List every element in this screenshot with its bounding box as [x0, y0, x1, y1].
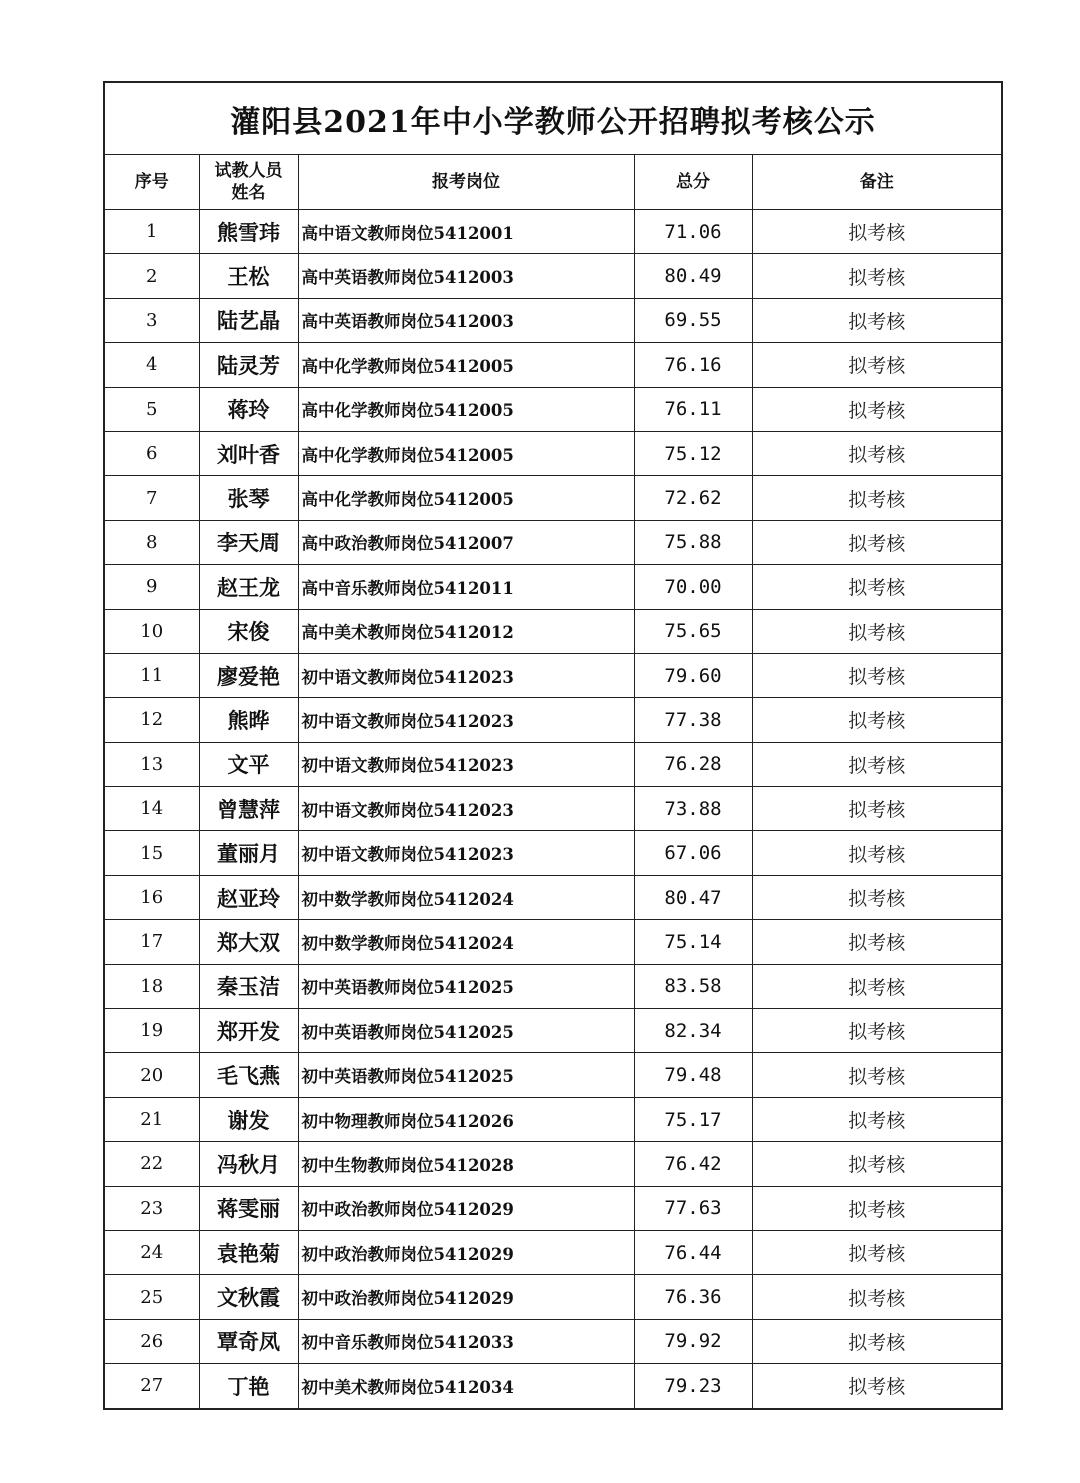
table-body [104, 210, 1002, 1409]
name-cell: 郑开发 [199, 1009, 298, 1053]
seq-cell: 15 [104, 831, 199, 875]
table-row [104, 609, 1002, 653]
note-cell: 拟考核 [752, 964, 1002, 1008]
position-cell: 高中音乐教师岗位5412011 [298, 565, 634, 609]
score-cell: 75.65 [634, 609, 752, 653]
position-cell: 初中物理教师岗位5412026 [298, 1097, 634, 1141]
name-cell: 赵王龙 [199, 565, 298, 609]
table-row [104, 742, 1002, 786]
seq-cell: 23 [104, 1186, 199, 1230]
name-cell: 董丽月 [199, 831, 298, 875]
score-cell: 72.62 [634, 476, 752, 520]
note-cell: 拟考核 [752, 653, 1002, 697]
header-score: 总分 [634, 155, 752, 210]
name-cell: 冯秋月 [199, 1142, 298, 1186]
table-row [104, 1364, 1002, 1409]
table-row [104, 387, 1002, 431]
note-cell: 拟考核 [752, 1319, 1002, 1363]
header-name-line2: 姓名 [231, 183, 266, 203]
score-cell: 70.00 [634, 565, 752, 609]
position-cell: 初中美术教师岗位5412034 [298, 1364, 634, 1409]
table-row [104, 1142, 1002, 1186]
table-row [104, 1009, 1002, 1053]
table-row [104, 698, 1002, 742]
note-cell: 拟考核 [752, 609, 1002, 653]
score-cell: 75.88 [634, 520, 752, 564]
score-cell: 76.28 [634, 742, 752, 786]
table-row [104, 431, 1002, 475]
table-row [104, 653, 1002, 697]
position-cell: 初中语文教师岗位5412023 [298, 742, 634, 786]
header-name [199, 155, 298, 210]
name-cell: 覃奇凤 [199, 1319, 298, 1363]
position-cell: 初中政治教师岗位5412029 [298, 1230, 634, 1274]
seq-cell: 6 [104, 431, 199, 475]
seq-cell: 21 [104, 1097, 199, 1141]
name-cell: 蒋雯丽 [199, 1186, 298, 1230]
table-row [104, 254, 1002, 298]
seq-cell: 25 [104, 1275, 199, 1319]
score-cell: 73.88 [634, 787, 752, 831]
score-cell: 75.14 [634, 920, 752, 964]
position-cell: 初中语文教师岗位5412023 [298, 653, 634, 697]
header-name-line1: 试教人员 [214, 161, 283, 181]
header-position: 报考岗位 [298, 155, 634, 210]
score-cell: 77.38 [634, 698, 752, 742]
name-cell: 丁艳 [199, 1364, 298, 1409]
note-cell: 拟考核 [752, 387, 1002, 431]
table-row [104, 1186, 1002, 1230]
name-cell: 廖爱艳 [199, 653, 298, 697]
name-cell: 陆灵芳 [199, 343, 298, 387]
note-cell: 拟考核 [752, 787, 1002, 831]
seq-cell: 13 [104, 742, 199, 786]
seq-cell: 2 [104, 254, 199, 298]
position-cell: 初中英语教师岗位5412025 [298, 1009, 634, 1053]
note-cell: 拟考核 [752, 431, 1002, 475]
score-cell: 76.42 [634, 1142, 752, 1186]
score-cell: 80.49 [634, 254, 752, 298]
seq-cell: 9 [104, 565, 199, 609]
header-row [104, 155, 1002, 210]
position-cell: 高中化学教师岗位5412005 [298, 343, 634, 387]
seq-cell: 17 [104, 920, 199, 964]
score-cell: 77.63 [634, 1186, 752, 1230]
score-cell: 76.11 [634, 387, 752, 431]
seq-cell: 3 [104, 298, 199, 342]
seq-cell: 1 [104, 210, 199, 254]
score-cell: 80.47 [634, 875, 752, 919]
announcement-table [103, 81, 1003, 1410]
table-row [104, 1053, 1002, 1097]
score-cell: 75.17 [634, 1097, 752, 1141]
name-cell: 郑大双 [199, 920, 298, 964]
seq-cell: 12 [104, 698, 199, 742]
name-cell: 文秋霞 [199, 1275, 298, 1319]
note-cell: 拟考核 [752, 343, 1002, 387]
position-cell: 高中化学教师岗位5412005 [298, 476, 634, 520]
table-row [104, 210, 1002, 254]
note-cell: 拟考核 [752, 1364, 1002, 1409]
note-cell: 拟考核 [752, 565, 1002, 609]
table-row [104, 920, 1002, 964]
position-cell: 初中政治教师岗位5412029 [298, 1186, 634, 1230]
note-cell: 拟考核 [752, 210, 1002, 254]
position-cell: 初中政治教师岗位5412029 [298, 1275, 634, 1319]
name-cell: 毛飞燕 [199, 1053, 298, 1097]
note-cell: 拟考核 [752, 254, 1002, 298]
note-cell: 拟考核 [752, 1275, 1002, 1319]
seq-cell: 4 [104, 343, 199, 387]
seq-cell: 16 [104, 875, 199, 919]
position-cell: 初中数学教师岗位5412024 [298, 920, 634, 964]
name-cell: 曾慧萍 [199, 787, 298, 831]
seq-cell: 10 [104, 609, 199, 653]
note-cell: 拟考核 [752, 1009, 1002, 1053]
score-cell: 76.36 [634, 1275, 752, 1319]
header-seq: 序号 [104, 155, 199, 210]
seq-cell: 5 [104, 387, 199, 431]
seq-cell: 7 [104, 476, 199, 520]
position-cell: 初中数学教师岗位5412024 [298, 875, 634, 919]
page-title: 灌阳县2021年中小学教师公开招聘拟考核公示 [104, 82, 1002, 155]
note-cell: 拟考核 [752, 920, 1002, 964]
name-cell: 陆艺晶 [199, 298, 298, 342]
table-row [104, 298, 1002, 342]
score-cell: 75.12 [634, 431, 752, 475]
table-row [104, 831, 1002, 875]
score-cell: 79.48 [634, 1053, 752, 1097]
name-cell: 张琴 [199, 476, 298, 520]
table-row [104, 1319, 1002, 1363]
name-cell: 熊雪玮 [199, 210, 298, 254]
seq-cell: 14 [104, 787, 199, 831]
seq-cell: 20 [104, 1053, 199, 1097]
note-cell: 拟考核 [752, 1097, 1002, 1141]
position-cell: 初中英语教师岗位5412025 [298, 964, 634, 1008]
note-cell: 拟考核 [752, 1142, 1002, 1186]
seq-cell: 27 [104, 1364, 199, 1409]
table-row [104, 565, 1002, 609]
score-cell: 76.16 [634, 343, 752, 387]
seq-cell: 18 [104, 964, 199, 1008]
position-cell: 高中英语教师岗位5412003 [298, 298, 634, 342]
table-row [104, 875, 1002, 919]
score-cell: 82.34 [634, 1009, 752, 1053]
note-cell: 拟考核 [752, 1230, 1002, 1274]
position-cell: 初中语文教师岗位5412023 [298, 787, 634, 831]
position-cell: 高中英语教师岗位5412003 [298, 254, 634, 298]
score-cell: 79.92 [634, 1319, 752, 1363]
note-cell: 拟考核 [752, 698, 1002, 742]
table-row [104, 1097, 1002, 1141]
name-cell: 王松 [199, 254, 298, 298]
name-cell: 熊晔 [199, 698, 298, 742]
score-cell: 76.44 [634, 1230, 752, 1274]
note-cell: 拟考核 [752, 875, 1002, 919]
table-row [104, 343, 1002, 387]
seq-cell: 8 [104, 520, 199, 564]
name-cell: 蒋玲 [199, 387, 298, 431]
position-cell: 初中音乐教师岗位5412033 [298, 1319, 634, 1363]
note-cell: 拟考核 [752, 831, 1002, 875]
table-row [104, 476, 1002, 520]
title-row [104, 82, 1002, 155]
table-row [104, 787, 1002, 831]
name-cell: 文平 [199, 742, 298, 786]
position-cell: 高中化学教师岗位5412005 [298, 387, 634, 431]
note-cell: 拟考核 [752, 520, 1002, 564]
seq-cell: 26 [104, 1319, 199, 1363]
score-cell: 79.23 [634, 1364, 752, 1409]
note-cell: 拟考核 [752, 298, 1002, 342]
position-cell: 初中英语教师岗位5412025 [298, 1053, 634, 1097]
name-cell: 袁艳菊 [199, 1230, 298, 1274]
position-cell: 初中生物教师岗位5412028 [298, 1142, 634, 1186]
note-cell: 拟考核 [752, 742, 1002, 786]
name-cell: 刘叶香 [199, 431, 298, 475]
note-cell: 拟考核 [752, 1186, 1002, 1230]
score-cell: 79.60 [634, 653, 752, 697]
position-cell: 高中语文教师岗位5412001 [298, 210, 634, 254]
note-cell: 拟考核 [752, 1053, 1002, 1097]
score-cell: 67.06 [634, 831, 752, 875]
seq-cell: 19 [104, 1009, 199, 1053]
position-cell: 初中语文教师岗位5412023 [298, 831, 634, 875]
name-cell: 李天周 [199, 520, 298, 564]
name-cell: 谢发 [199, 1097, 298, 1141]
score-cell: 71.06 [634, 210, 752, 254]
position-cell: 高中政治教师岗位5412007 [298, 520, 634, 564]
name-cell: 赵亚玲 [199, 875, 298, 919]
name-cell: 秦玉洁 [199, 964, 298, 1008]
table-row [104, 964, 1002, 1008]
score-cell: 83.58 [634, 964, 752, 1008]
table-row [104, 1275, 1002, 1319]
table-row [104, 1230, 1002, 1274]
seq-cell: 11 [104, 653, 199, 697]
position-cell: 高中美术教师岗位5412012 [298, 609, 634, 653]
header-note: 备注 [752, 155, 1002, 210]
table-row [104, 520, 1002, 564]
seq-cell: 24 [104, 1230, 199, 1274]
seq-cell: 22 [104, 1142, 199, 1186]
score-cell: 69.55 [634, 298, 752, 342]
note-cell: 拟考核 [752, 476, 1002, 520]
position-cell: 高中化学教师岗位5412005 [298, 431, 634, 475]
position-cell: 初中语文教师岗位5412023 [298, 698, 634, 742]
name-cell: 宋俊 [199, 609, 298, 653]
